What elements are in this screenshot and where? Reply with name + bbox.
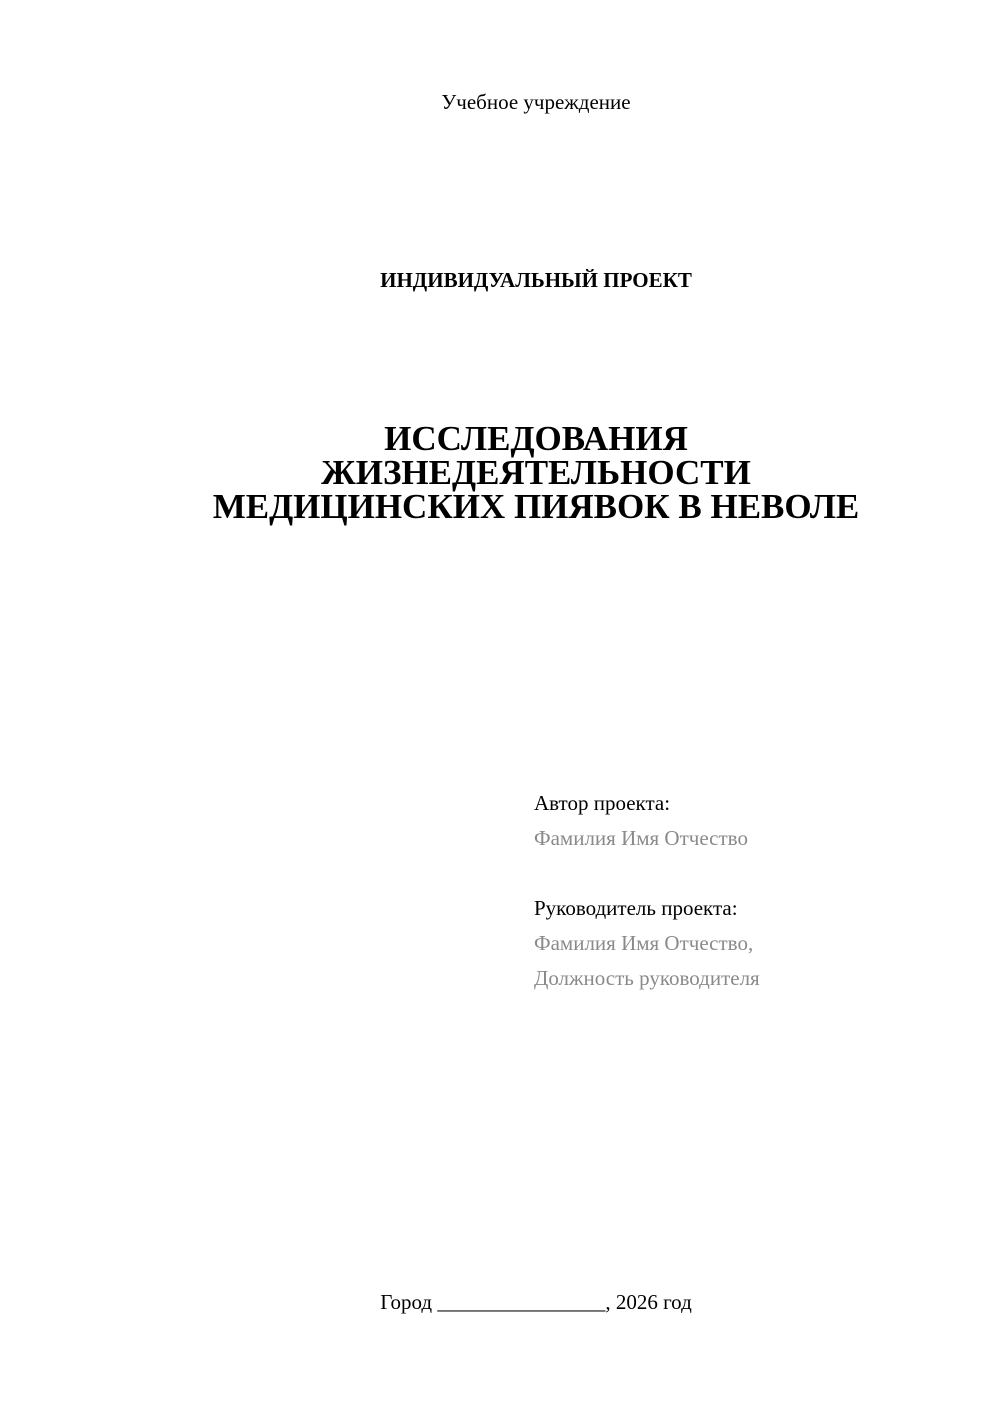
institution-name: Учебное учреждение (441, 90, 631, 114)
title-line-3: МЕДИЦИНСКИХ ПИЯВОК В НЕВОЛЕ (212, 487, 860, 526)
author-name: Фамилия Имя Отчество (534, 826, 748, 850)
author-label: Автор проекта: (534, 791, 671, 815)
title-line-2: ЖИЗНЕДЕЯТЕЛЬНОСТИ (321, 453, 751, 492)
supervisor-label: Руководитель проекта: (534, 896, 738, 920)
document-type: ИНДИВИДУАЛЬНЫЙ ПРОЕКТ (380, 268, 692, 292)
author-block (534, 786, 748, 856)
supervisor-block (534, 891, 760, 996)
city-year-footer: Город ________________, 2026 год (380, 1290, 692, 1314)
supervisor-position: Должность руководителя (534, 966, 760, 990)
title-line-1: ИССЛЕДОВАНИЯ (384, 419, 688, 458)
supervisor-name: Фамилия Имя Отчество, (534, 931, 754, 955)
project-title (36, 419, 1000, 526)
